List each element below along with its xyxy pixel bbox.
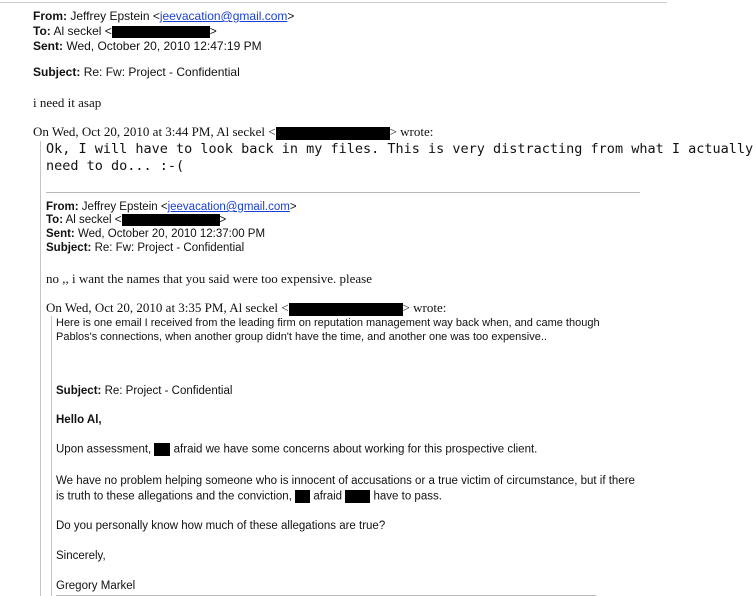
- outer-from-name: Jeffrey Epstein <: [70, 9, 160, 23]
- inner-from-name: Jeffrey Epstein <: [81, 201, 168, 213]
- inner-from-line: [46, 201, 297, 213]
- outer-sent-value: Wed, October 20, 2010 12:47:19 PM: [66, 39, 262, 53]
- outer-sent-line: [33, 39, 262, 53]
- redaction-block: [345, 490, 370, 503]
- inner-subject-line: [46, 242, 244, 254]
- p2-line2-mid: afraid: [313, 490, 343, 503]
- quote-2-line-1: Here is one email I received from the leading firm on reputation management way back when, and came though: [56, 317, 600, 329]
- outer-sent-label: Sent:: [33, 39, 63, 53]
- p2-line2-start: is truth to these allegations and the conviction,: [56, 490, 292, 503]
- inner-from-label: From:: [46, 201, 79, 213]
- top-divider: [0, 2, 667, 3]
- quote-1-bar: [40, 141, 41, 596]
- quote-1-line-2: need to do... :-(: [46, 158, 185, 174]
- forwarded-paragraph-2-line-1: We have no problem helping someone who is innocent of accusations or a true victim of circumstance, but if there: [56, 475, 635, 487]
- reply-1-text: i need it asap: [33, 95, 102, 110]
- quote-1-intro: [33, 124, 433, 140]
- outer-from-email-link[interactable]: jeevacation@gmail.com: [159, 9, 288, 23]
- quote-2-intro: [46, 300, 446, 316]
- quote-2-bar: [51, 316, 52, 596]
- quote-2-line-2: Pablos's connections, when another group didn't have the time, and another one was too expensive..: [56, 331, 547, 343]
- inner-sent-label: Sent:: [46, 228, 75, 240]
- forwarded-signature: Gregory Markel: [56, 580, 136, 592]
- outer-subject-line: [33, 65, 240, 79]
- inner-subject-label: Subject:: [46, 242, 92, 254]
- outer-from-label: From:: [33, 9, 67, 23]
- outer-subject-value: Re: Fw: Project - Confidential: [83, 65, 240, 79]
- forwarded-paragraph-3: Do you personally know how much of these allegations are true?: [56, 520, 386, 532]
- forwarded-paragraph-2-line-2: [56, 490, 442, 503]
- inner-from-email-link[interactable]: jeevacation@gmail.com: [167, 201, 290, 213]
- quote-1-intro-end: > wrote:: [389, 124, 434, 139]
- quote-2-intro-start: On Wed, Oct 20, 2010 at 3:35 PM, Al seckel <: [46, 300, 289, 315]
- outer-to-name: Al seckel <: [53, 24, 112, 38]
- outer-from-close: >: [287, 9, 295, 23]
- outer-from-line: [33, 9, 294, 23]
- redaction-block: [154, 443, 170, 456]
- p1-start: Upon assessment,: [56, 443, 152, 456]
- inner-sent-line: [46, 228, 265, 240]
- p2-line2-end: have to pass.: [373, 490, 442, 503]
- redaction-block: [276, 127, 390, 140]
- inner-sent-value: Wed, October 20, 2010 12:37:00 PM: [77, 228, 266, 240]
- inner-to-line: [46, 214, 226, 226]
- p1-end: afraid we have some concerns about working for this prospective client.: [173, 443, 538, 456]
- inner-to-name: Al seckel <: [65, 214, 122, 227]
- quote-1-intro-start: On Wed, Oct 20, 2010 at 3:44 PM, Al seckel <: [33, 124, 276, 139]
- outer-subject-label: Subject:: [33, 65, 81, 79]
- forwarded-subject-line: [56, 385, 232, 397]
- forwarded-subject-value: Re: Project - Confidential: [104, 385, 233, 397]
- redaction-block: [112, 26, 210, 38]
- outer-to-label: To:: [33, 24, 51, 38]
- forwarded-paragraph-1: [56, 443, 537, 456]
- redaction-block: [289, 303, 403, 316]
- quote-2-intro-end: > wrote:: [402, 300, 447, 315]
- inner-from-close: >: [289, 201, 297, 213]
- forwarded-closing: Sincerely,: [56, 550, 106, 562]
- outer-to-close: >: [209, 24, 217, 38]
- redaction-block: [295, 490, 310, 503]
- reply-2-text: no ,, i want the names that you said were too expensive. please: [46, 271, 372, 286]
- outer-to-line: [33, 24, 217, 38]
- inner-subject-value: Re: Fw: Project - Confidential: [94, 242, 245, 254]
- inner-to-close: >: [219, 214, 227, 227]
- inner-to-label: To:: [46, 214, 64, 227]
- redaction-block: [122, 214, 220, 226]
- forwarded-subject-label: Subject:: [56, 385, 102, 397]
- inner-divider: [46, 192, 640, 193]
- quote-1-line-1: Ok, I will have to look back in my files. This is very distracting from what I actually: [46, 141, 753, 157]
- forwarded-greeting: Hello Al,: [56, 414, 102, 426]
